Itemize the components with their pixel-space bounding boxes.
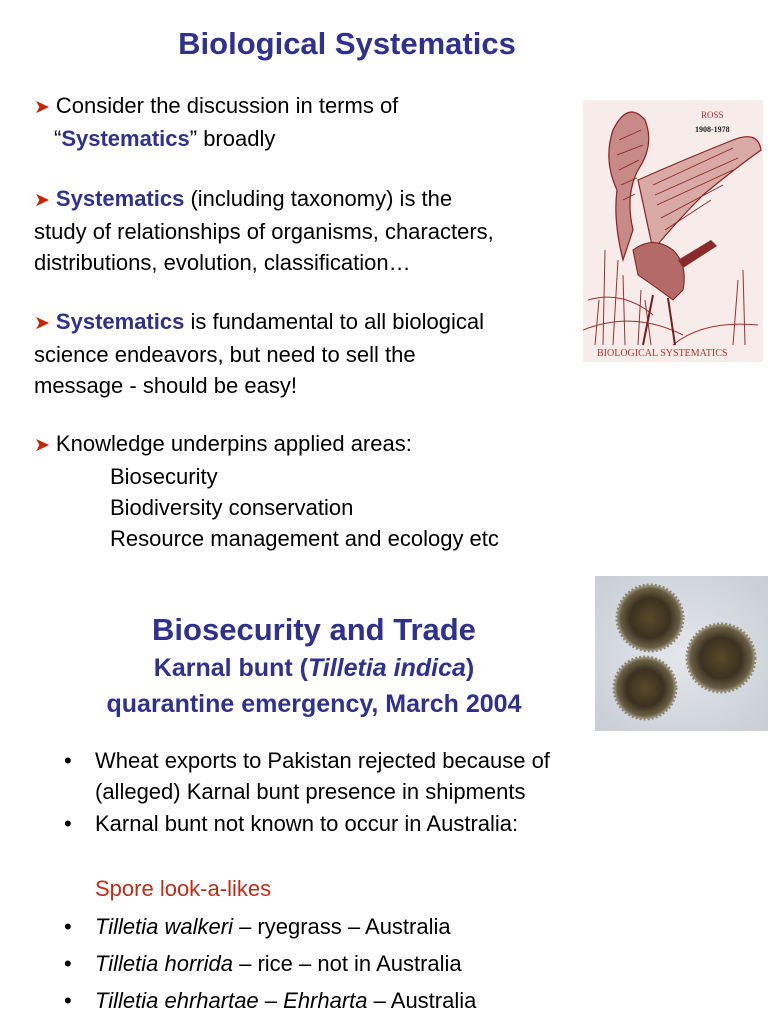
section-subtitle: Karnal bunt (Tilletia indica) xyxy=(153,654,475,682)
list-item: • Tilletia ehrhartae – Ehrharta – Australia xyxy=(64,988,477,1013)
book-years: 1908-1978 xyxy=(695,125,730,134)
book-title: BIOLOGICAL SYSTEMATICS xyxy=(597,348,728,359)
list-item: • Wheat exports to Pakistan rejected because of (alleged) Karnal bunt presence in shipments xyxy=(64,748,550,804)
section-title: Biosecurity and Trade xyxy=(152,612,476,647)
arrow-bullet-icon: ➤ xyxy=(34,97,50,118)
arrow-bullet-icon: ➤ xyxy=(34,313,50,334)
arrow-bullet-icon: ➤ xyxy=(34,190,50,211)
keyword-systematics: Systematics xyxy=(55,309,185,334)
list-item: Biosecurity xyxy=(110,464,218,489)
book-author: ROSS xyxy=(701,110,724,120)
spore-micrograph xyxy=(595,576,768,731)
arrow-bullet-icon: ➤ xyxy=(34,435,50,456)
bullet-consider: ➤ Consider the discussion in terms of “Systematics” broadly xyxy=(34,93,399,151)
heron-illustration xyxy=(583,100,763,362)
list-item: Resource management and ecology etc xyxy=(110,526,499,551)
bullet-knowledge: ➤ Knowledge underpins applied areas: Biosecurity Biodiversity conservation Resource management and ecology etc xyxy=(34,428,594,554)
lookalike-heading: Spore look-a-likes xyxy=(95,876,272,901)
bullet-definition: ➤ Systematics (including taxonomy) is the study of relationships of organisms, characters, distributions, evolution, classification… xyxy=(34,186,494,275)
list-item: Biodiversity conservation xyxy=(110,495,354,520)
list-item: • Tilletia horrida – rice – not in Australia xyxy=(64,951,462,976)
section-subtitle-date: quarantine emergency, March 2004 xyxy=(106,690,522,718)
keyword-systematics: Systematics xyxy=(55,186,185,211)
keyword-systematics: Systematics xyxy=(61,126,190,151)
list-item: • Karnal bunt not known to occur in Australia: xyxy=(64,811,519,836)
slide-title: Biological Systematics xyxy=(178,26,516,61)
list-item: • Tilletia walkeri – ryegrass – Australia xyxy=(64,914,451,939)
book-cover-image xyxy=(583,100,763,362)
spore-image xyxy=(595,576,768,731)
bullet-fundamental: ➤ Systematics is fundamental to all biological science endeavors, but need to sell the message - should be easy! xyxy=(34,309,484,398)
